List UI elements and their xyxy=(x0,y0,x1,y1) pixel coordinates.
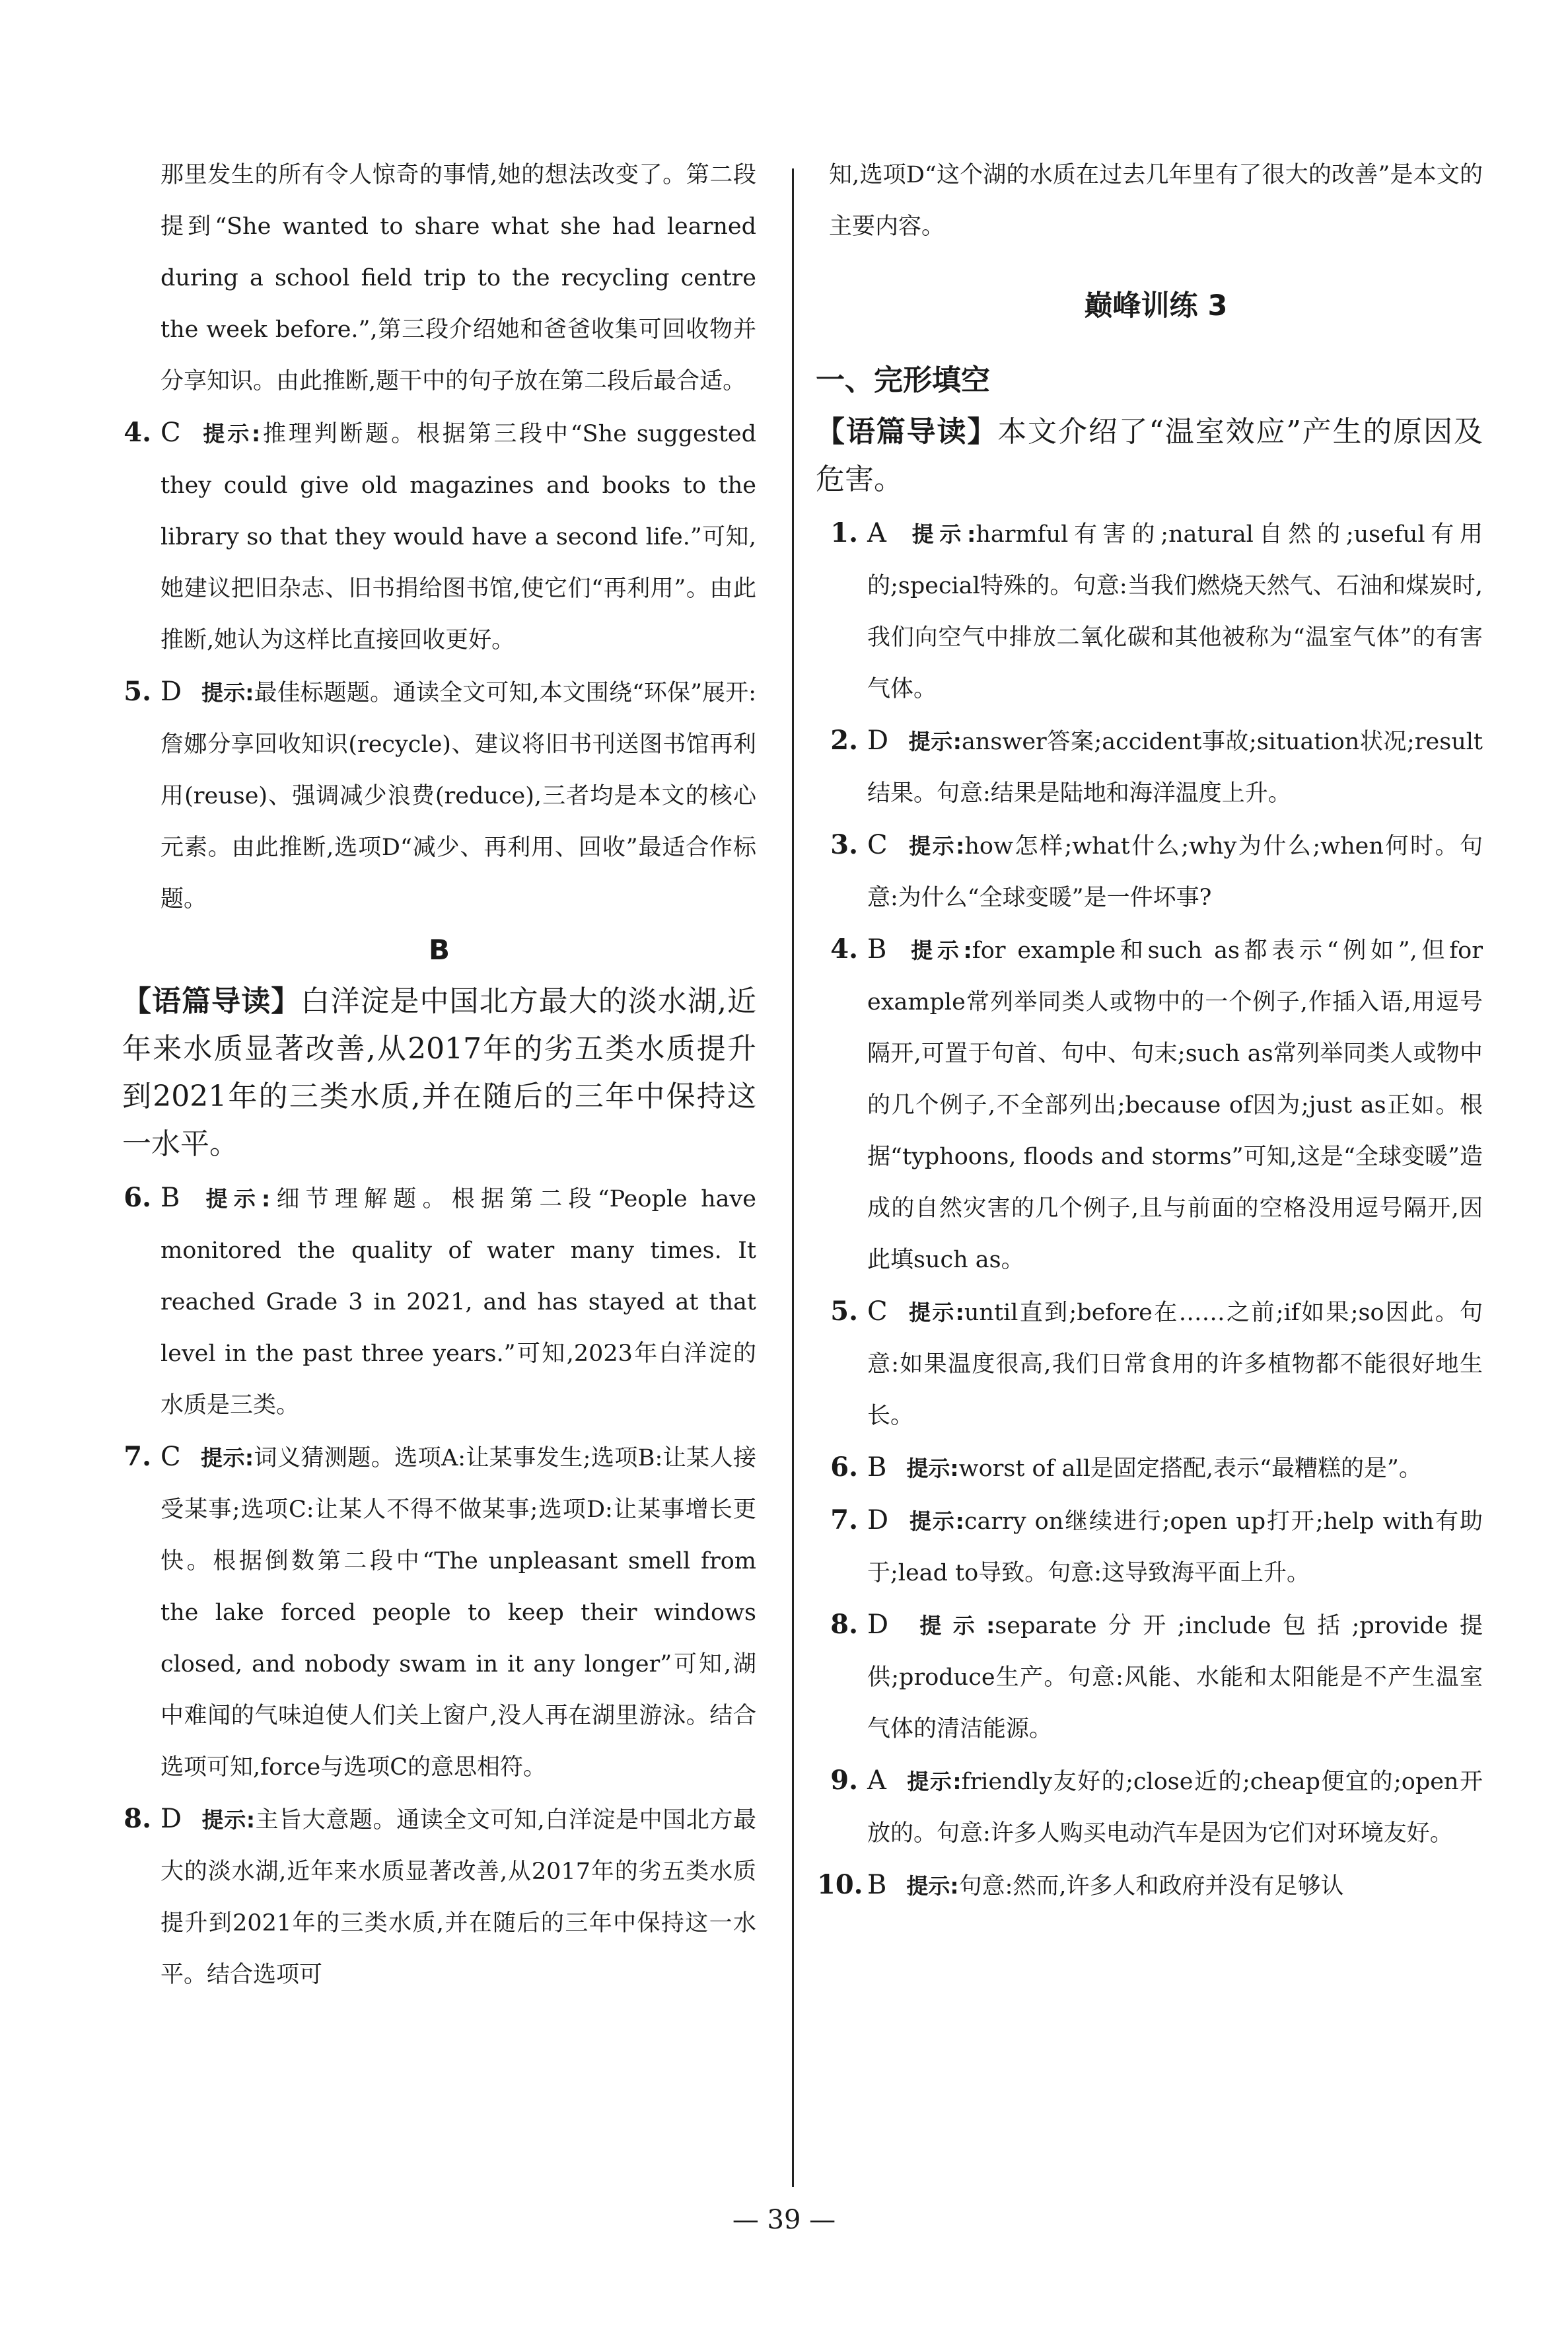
reading-guide-b xyxy=(122,978,756,1168)
answer-letter: B xyxy=(867,1870,887,1900)
question-number: 1. xyxy=(830,517,858,548)
right-column xyxy=(816,149,1483,1912)
answer-letter: D xyxy=(867,725,889,756)
explanation-text: 句意:然而,许多人和政府并没有足够认 xyxy=(958,1873,1344,1900)
explanation-text: friendly友好的;close近的;cheap便宜的;open开放的。句意:许多人购买电动汽车是因为它们对环境友好。 xyxy=(867,1769,1483,1847)
answer-item xyxy=(829,1495,1483,1599)
explanation-text: 推理判断题。根据第三段中“She suggested they could give old magazines and books to the library so that they would have a second life.”可知,她建议把旧杂志、旧书捐给图书馆,使它们“再利用”。由此推断,她认为这样比直接回收更好。 xyxy=(160,421,757,653)
explanation-text: 细节理解题。根据第二段“People have monitored the quality of water many times. It reached Grade 3 in 2021, and has stayed at that level in the past three years.”可知,2023年白洋淀的水质是三类。 xyxy=(160,1186,756,1419)
answer-item xyxy=(122,666,756,925)
explanation-text: carry on继续进行;open up打开;help with有助于;lead to导致。句意:这导致海平面上升。 xyxy=(867,1508,1483,1586)
answer-item xyxy=(829,819,1483,924)
answer-letter: B xyxy=(160,1183,180,1213)
guide-text: 白洋淀是中国北方最大的淡水湖,近年来水质显著改善,从2017年的劣五类水质提升到2021年的三类水质,并在随后的三年中保持这一水平。 xyxy=(122,984,756,1161)
answer-item xyxy=(122,407,756,666)
continued-explanation: 那里发生的所有令人惊奇的事情,她的想法改变了。第二段提到“She wanted to share what she had learned during a school field trip to the recycling centre the week before.”,第三段介绍她和爸爸收集可回收物并分享知识。由此推断,题干中的句子放在第二段后最合适。 xyxy=(160,162,756,394)
question-number: 4. xyxy=(830,934,858,965)
explanation-text: until直到;before在……之前;if如果;so因此。句意:如果温度很高,我们日常食用的许多植物都不能很好地生长。 xyxy=(867,1300,1483,1429)
answer-letter: B xyxy=(867,934,887,965)
hint-label: 提示: xyxy=(200,421,261,447)
guide-text: 本文介绍了“温室效应”产生的原因及危害。 xyxy=(816,415,1483,496)
answer-item xyxy=(817,1859,1483,1912)
answer-item xyxy=(829,1599,1483,1755)
question-number: 7. xyxy=(124,1441,151,1472)
hint-label: 提示: xyxy=(907,833,965,859)
question-number: 10. xyxy=(817,1869,863,1900)
question-number: 6. xyxy=(124,1182,151,1213)
answer-item xyxy=(829,1286,1483,1442)
hint-label: 提示: xyxy=(908,729,962,755)
hint-label: 提示: xyxy=(906,521,976,547)
hint-label: 提示: xyxy=(906,938,972,963)
answer-list-a xyxy=(122,407,756,925)
reading-guide-3 xyxy=(816,408,1483,503)
hint-label: 提示: xyxy=(907,1300,964,1325)
explanation-text: worst of all是固定搭配,表示“最糟糕的是”。 xyxy=(958,1456,1422,1482)
question-number: 3. xyxy=(830,829,858,860)
answer-item xyxy=(829,715,1483,819)
answer-letter: D xyxy=(160,1804,182,1834)
answer-letter: B xyxy=(867,1452,887,1483)
guide-tag: 【语篇导读】 xyxy=(122,984,301,1018)
hint-label: 提示: xyxy=(199,1186,271,1212)
answer-item xyxy=(829,1442,1483,1495)
left-column xyxy=(122,149,756,2001)
question-number: 8. xyxy=(830,1609,858,1640)
explanation-text: 词义猜测题。选项A:让某事发生;选项B:让某人接受某事;选项C:让某人不得不做某事;选项D:让某事增长更快。根据倒数第二段中“The unpleasant smell from the lake forced people to keep their windows closed, and nobody swam in it any longer”可知,湖中难闻的气味迫使人们关上窗户,没人再在湖里游泳。结合选项可知,force与选项C的意思相符。 xyxy=(160,1445,756,1781)
guide-tag: 【语篇导读】 xyxy=(816,415,998,449)
explanation-text: harmful有害的;natural自然的;useful有用的;special特殊的。句意:当我们燃烧天然气、石油和煤炭时,我们向空气中排放二氧化碳和其他被称为“温室气体”的有害气体。 xyxy=(867,521,1483,702)
question-number: 2. xyxy=(830,725,858,756)
hint-label: 提示: xyxy=(908,1613,995,1639)
explanation-text: 主旨大意题。通读全文可知,白洋淀是中国北方最大的淡水湖,近年来水质显著改善,从2017年的劣五类水质提升到2021年的三类水质,并在随后的三年中保持这一水平。结合选项可 xyxy=(160,1807,756,1988)
section-title: 巅峰训练 3 xyxy=(1084,289,1228,322)
question-number: 7. xyxy=(830,1504,858,1535)
page-number: — 39 — xyxy=(732,2205,836,2235)
answer-list-cloze xyxy=(817,507,1483,1912)
question-number: 6. xyxy=(830,1452,858,1483)
explanation-text: how怎样;what什么;why为什么;when何时。句意:为什么“全球变暖”是一件坏事? xyxy=(867,833,1483,911)
hint-label: 提示: xyxy=(906,1456,959,1481)
hint-label: 提示: xyxy=(201,1807,256,1833)
answer-letter: C xyxy=(160,418,181,448)
question-number: 8. xyxy=(124,1803,151,1834)
continued-explanation-right: 知,选项D“这个湖的水质在过去几年里有了很大的改善”是本文的主要内容。 xyxy=(829,162,1483,240)
question-number: 4. xyxy=(124,417,151,448)
section-b-heading: B xyxy=(428,934,450,966)
answer-item xyxy=(122,1793,756,2001)
answer-item xyxy=(122,1172,756,1431)
hint-label: 提示: xyxy=(908,1508,964,1534)
hint-label: 提示: xyxy=(906,1873,959,1899)
hint-label: 提示: xyxy=(906,1769,962,1794)
explanation-text: separate分开;include包括;provide提供;produce生产。句意:风能、水能和太阳能是不产生温室气体的清洁能源。 xyxy=(867,1613,1483,1742)
answer-item xyxy=(829,507,1483,715)
answer-letter: A xyxy=(867,518,886,548)
answer-item xyxy=(829,924,1483,1286)
question-number: 5. xyxy=(124,676,151,707)
answer-letter: C xyxy=(160,1442,181,1472)
column-divider xyxy=(792,168,794,2187)
cloze-subheading: 一、完形填空 xyxy=(816,363,990,397)
answer-letter: D xyxy=(867,1609,889,1640)
hint-label: 提示: xyxy=(200,1445,254,1471)
hint-label: 提示: xyxy=(201,680,254,706)
explanation-text: 最佳标题题。通读全文可知,本文围绕“环保”展开:詹娜分享回收知识(recycle)、建议将旧书刊送图书馆再利用(reuse)、强调减少浪费(reduce),三者均是本文的核心元素。由此推断,选项D“减少、再利用、回收”最适合作标题。 xyxy=(160,680,756,912)
answer-letter: D xyxy=(867,1505,889,1535)
answer-item xyxy=(829,1755,1483,1859)
question-number: 5. xyxy=(830,1296,858,1327)
answer-letter: D xyxy=(160,677,182,707)
answer-item xyxy=(122,1431,756,1793)
answer-list-b xyxy=(122,1172,756,2001)
answer-letter: C xyxy=(867,1296,888,1327)
answer-letter: C xyxy=(867,830,888,860)
answer-letter: A xyxy=(867,1765,886,1796)
question-number: 9. xyxy=(830,1765,858,1796)
explanation-text: for example和such as都表示“例如”,但for example常列举同类人或物中的一个例子,作插入语,用逗号隔开,可置于句首、句中、句末;such as常列举同类人或物中的几个例子,不全部列出;because of因为;just as正如。根据“typhoons, floods and storms”可知,这是“全球变暖”造成的自然灾害的几个例子,且与前面的空格没用逗号隔开,因此填such as。 xyxy=(867,938,1483,1273)
explanation-text: answer答案;accident事故;situation状况;result结果。句意:结果是陆地和海洋温度上升。 xyxy=(867,729,1483,807)
